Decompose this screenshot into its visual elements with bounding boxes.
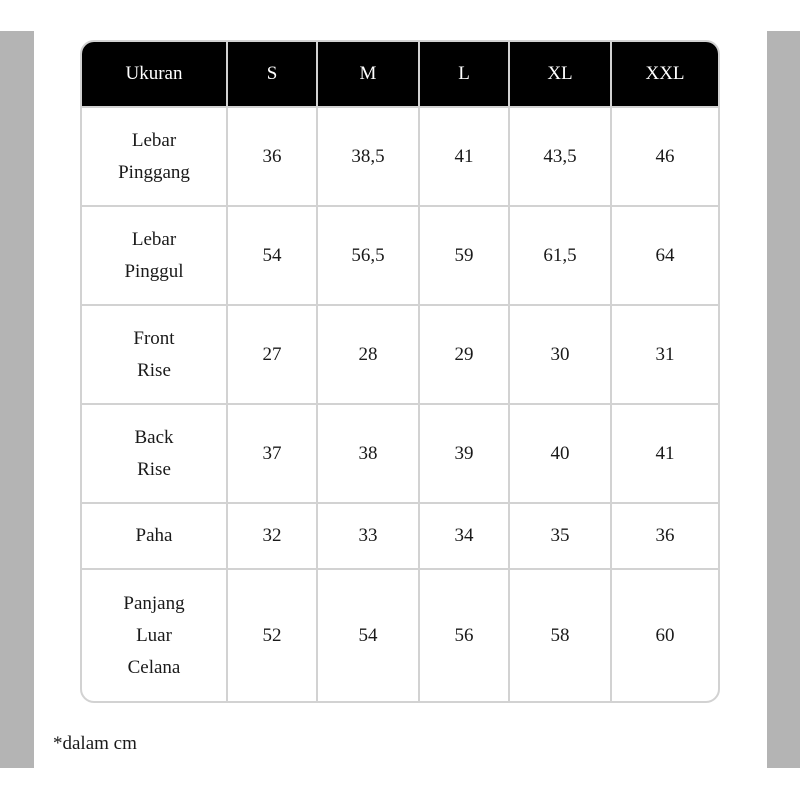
- table-cell: 36: [227, 107, 317, 206]
- table-cell: 37: [227, 404, 317, 503]
- header-cell-s: S: [227, 42, 317, 107]
- header-cell-l: L: [419, 42, 509, 107]
- size-table: [82, 42, 718, 701]
- left-side-bar: [0, 31, 34, 768]
- table-cell: 39: [419, 404, 509, 503]
- table-row: [82, 305, 718, 404]
- header-row: [82, 42, 718, 107]
- header-cell-xxl: XXL: [611, 42, 718, 107]
- unit-note: *dalam cm: [53, 733, 137, 754]
- table-cell: 46: [611, 107, 718, 206]
- table-cell: 32: [227, 503, 317, 569]
- table-cell: 60: [611, 569, 718, 701]
- table-cell: 36: [611, 503, 718, 569]
- table-row: [82, 569, 718, 701]
- table-cell: 41: [611, 404, 718, 503]
- table-cell: 28: [317, 305, 419, 404]
- table-cell: 35: [509, 503, 611, 569]
- row-label: Panjang Luar Celana: [82, 569, 227, 701]
- row-label: Lebar Pinggul: [82, 206, 227, 305]
- row-label: Lebar Pinggang: [82, 107, 227, 206]
- table-cell: 61,5: [509, 206, 611, 305]
- table-row: [82, 206, 718, 305]
- table-cell: 41: [419, 107, 509, 206]
- table-row: [82, 503, 718, 569]
- table-row: [82, 404, 718, 503]
- table-cell: 43,5: [509, 107, 611, 206]
- table-cell: 59: [419, 206, 509, 305]
- size-table-container: [80, 40, 720, 703]
- header-cell-xl: XL: [509, 42, 611, 107]
- table-cell: 38,5: [317, 107, 419, 206]
- table-cell: 56,5: [317, 206, 419, 305]
- row-label: Front Rise: [82, 305, 227, 404]
- table-cell: 34: [419, 503, 509, 569]
- table-cell: 27: [227, 305, 317, 404]
- table-cell: 54: [317, 569, 419, 701]
- header-cell-m: M: [317, 42, 419, 107]
- header-cell-ukuran: Ukuran: [82, 42, 227, 107]
- table-cell: 31: [611, 305, 718, 404]
- table-cell: 29: [419, 305, 509, 404]
- table-cell: 54: [227, 206, 317, 305]
- table-cell: 64: [611, 206, 718, 305]
- table-cell: 38: [317, 404, 419, 503]
- table-cell: 52: [227, 569, 317, 701]
- right-side-bar: [767, 31, 800, 768]
- table-cell: 30: [509, 305, 611, 404]
- table-cell: 58: [509, 569, 611, 701]
- table-row: [82, 107, 718, 206]
- table-cell: 40: [509, 404, 611, 503]
- row-label: Back Rise: [82, 404, 227, 503]
- table-cell: 33: [317, 503, 419, 569]
- table-cell: 56: [419, 569, 509, 701]
- row-label: Paha: [82, 503, 227, 569]
